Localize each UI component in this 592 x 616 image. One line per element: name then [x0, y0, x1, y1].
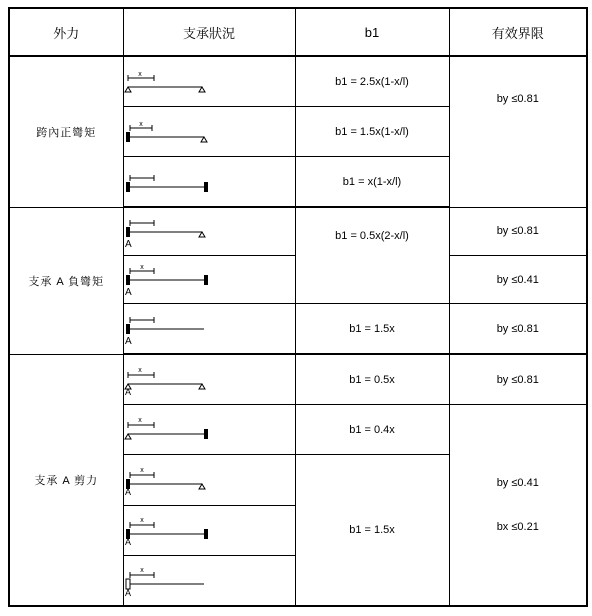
support-label: A: [124, 386, 131, 395]
simple-beam-diagram: [124, 68, 216, 96]
dim-label: x: [139, 467, 144, 475]
dim-label: x: [137, 70, 142, 78]
fixed-fixed-beam-diagram: [124, 168, 216, 196]
b1-value: b1 = 2.5x(1-x/l): [295, 56, 449, 106]
cantilever-diagram: [124, 312, 216, 346]
b1-value: b1 = 1.5x: [295, 304, 449, 354]
support-label: A: [124, 587, 131, 597]
support-diagram: [123, 56, 295, 106]
load-negative-moment-a: 支承 A 負彎矩: [9, 207, 123, 354]
fixed-fixed-beam-diagram: [124, 515, 216, 545]
limit-value: by ≤0.81: [449, 56, 587, 207]
support-diagram: [123, 556, 295, 606]
fixed-pinned-beam-diagram: [124, 215, 216, 249]
cantilever-diagram: [124, 565, 216, 597]
b1-value: b1 = 1.5x: [295, 455, 449, 606]
support-diagram: [123, 107, 295, 157]
support-diagram: [123, 157, 295, 207]
table-row: [9, 56, 587, 106]
support-label: A: [124, 335, 132, 346]
b1-value: b1 = 0.4x: [295, 405, 449, 455]
b1-value: b1 = 0.5x: [295, 354, 449, 404]
limit-cell: [449, 405, 587, 606]
b1-value: b1 = 1.5x(1-x/l): [295, 107, 449, 157]
simple-beam-diagram: [124, 365, 216, 395]
fixed-fixed-beam-diagram: [124, 263, 216, 297]
header-b1: b1: [295, 8, 449, 56]
table-row: [9, 207, 587, 255]
dim-label: x: [139, 517, 144, 525]
support-diagram: [123, 455, 295, 505]
dim-label: x: [139, 566, 144, 574]
support-diagram: [123, 405, 295, 455]
limit-value: by ≤0.81: [449, 207, 587, 255]
b1-value: b1 = 0.5x(2-x/l): [295, 207, 449, 304]
support-label: A: [124, 537, 131, 546]
header-load: 外力: [9, 8, 123, 56]
support-diagram: [123, 207, 295, 255]
header-limit: 有效界限: [449, 8, 587, 56]
limit-value: by ≤0.41: [496, 477, 539, 490]
support-diagram: [123, 304, 295, 354]
support-label: A: [124, 238, 132, 249]
support-diagram: [123, 256, 295, 304]
dim-label: x: [138, 120, 143, 128]
table-row: [9, 354, 587, 404]
header-support: 支承狀況: [123, 8, 295, 56]
dim-label: x: [139, 263, 144, 271]
support-diagram: [123, 354, 295, 404]
support-label: A: [124, 487, 131, 496]
fixed-pinned-beam-diagram: [124, 118, 216, 146]
limit-value: by ≤0.81: [449, 354, 587, 404]
load-shear-a: 支承 A 剪力: [9, 354, 123, 606]
limit-value: bx ≤0.21: [496, 521, 539, 534]
support-label: A: [124, 286, 132, 297]
pinned-fixed-beam-diagram: [124, 415, 216, 445]
header-row: [9, 8, 587, 56]
support-diagram: [123, 505, 295, 555]
dim-label: x: [137, 416, 142, 424]
b1-value: b1 = x(1-x/l): [295, 157, 449, 207]
dim-label: x: [137, 366, 142, 374]
limit-value: by ≤0.81: [449, 304, 587, 354]
limit-value: by ≤0.41: [449, 256, 587, 304]
load-positive-moment: 跨內正彎矩: [9, 56, 123, 207]
effective-width-table: [8, 7, 588, 607]
fixed-pinned-beam-diagram: [124, 465, 216, 495]
